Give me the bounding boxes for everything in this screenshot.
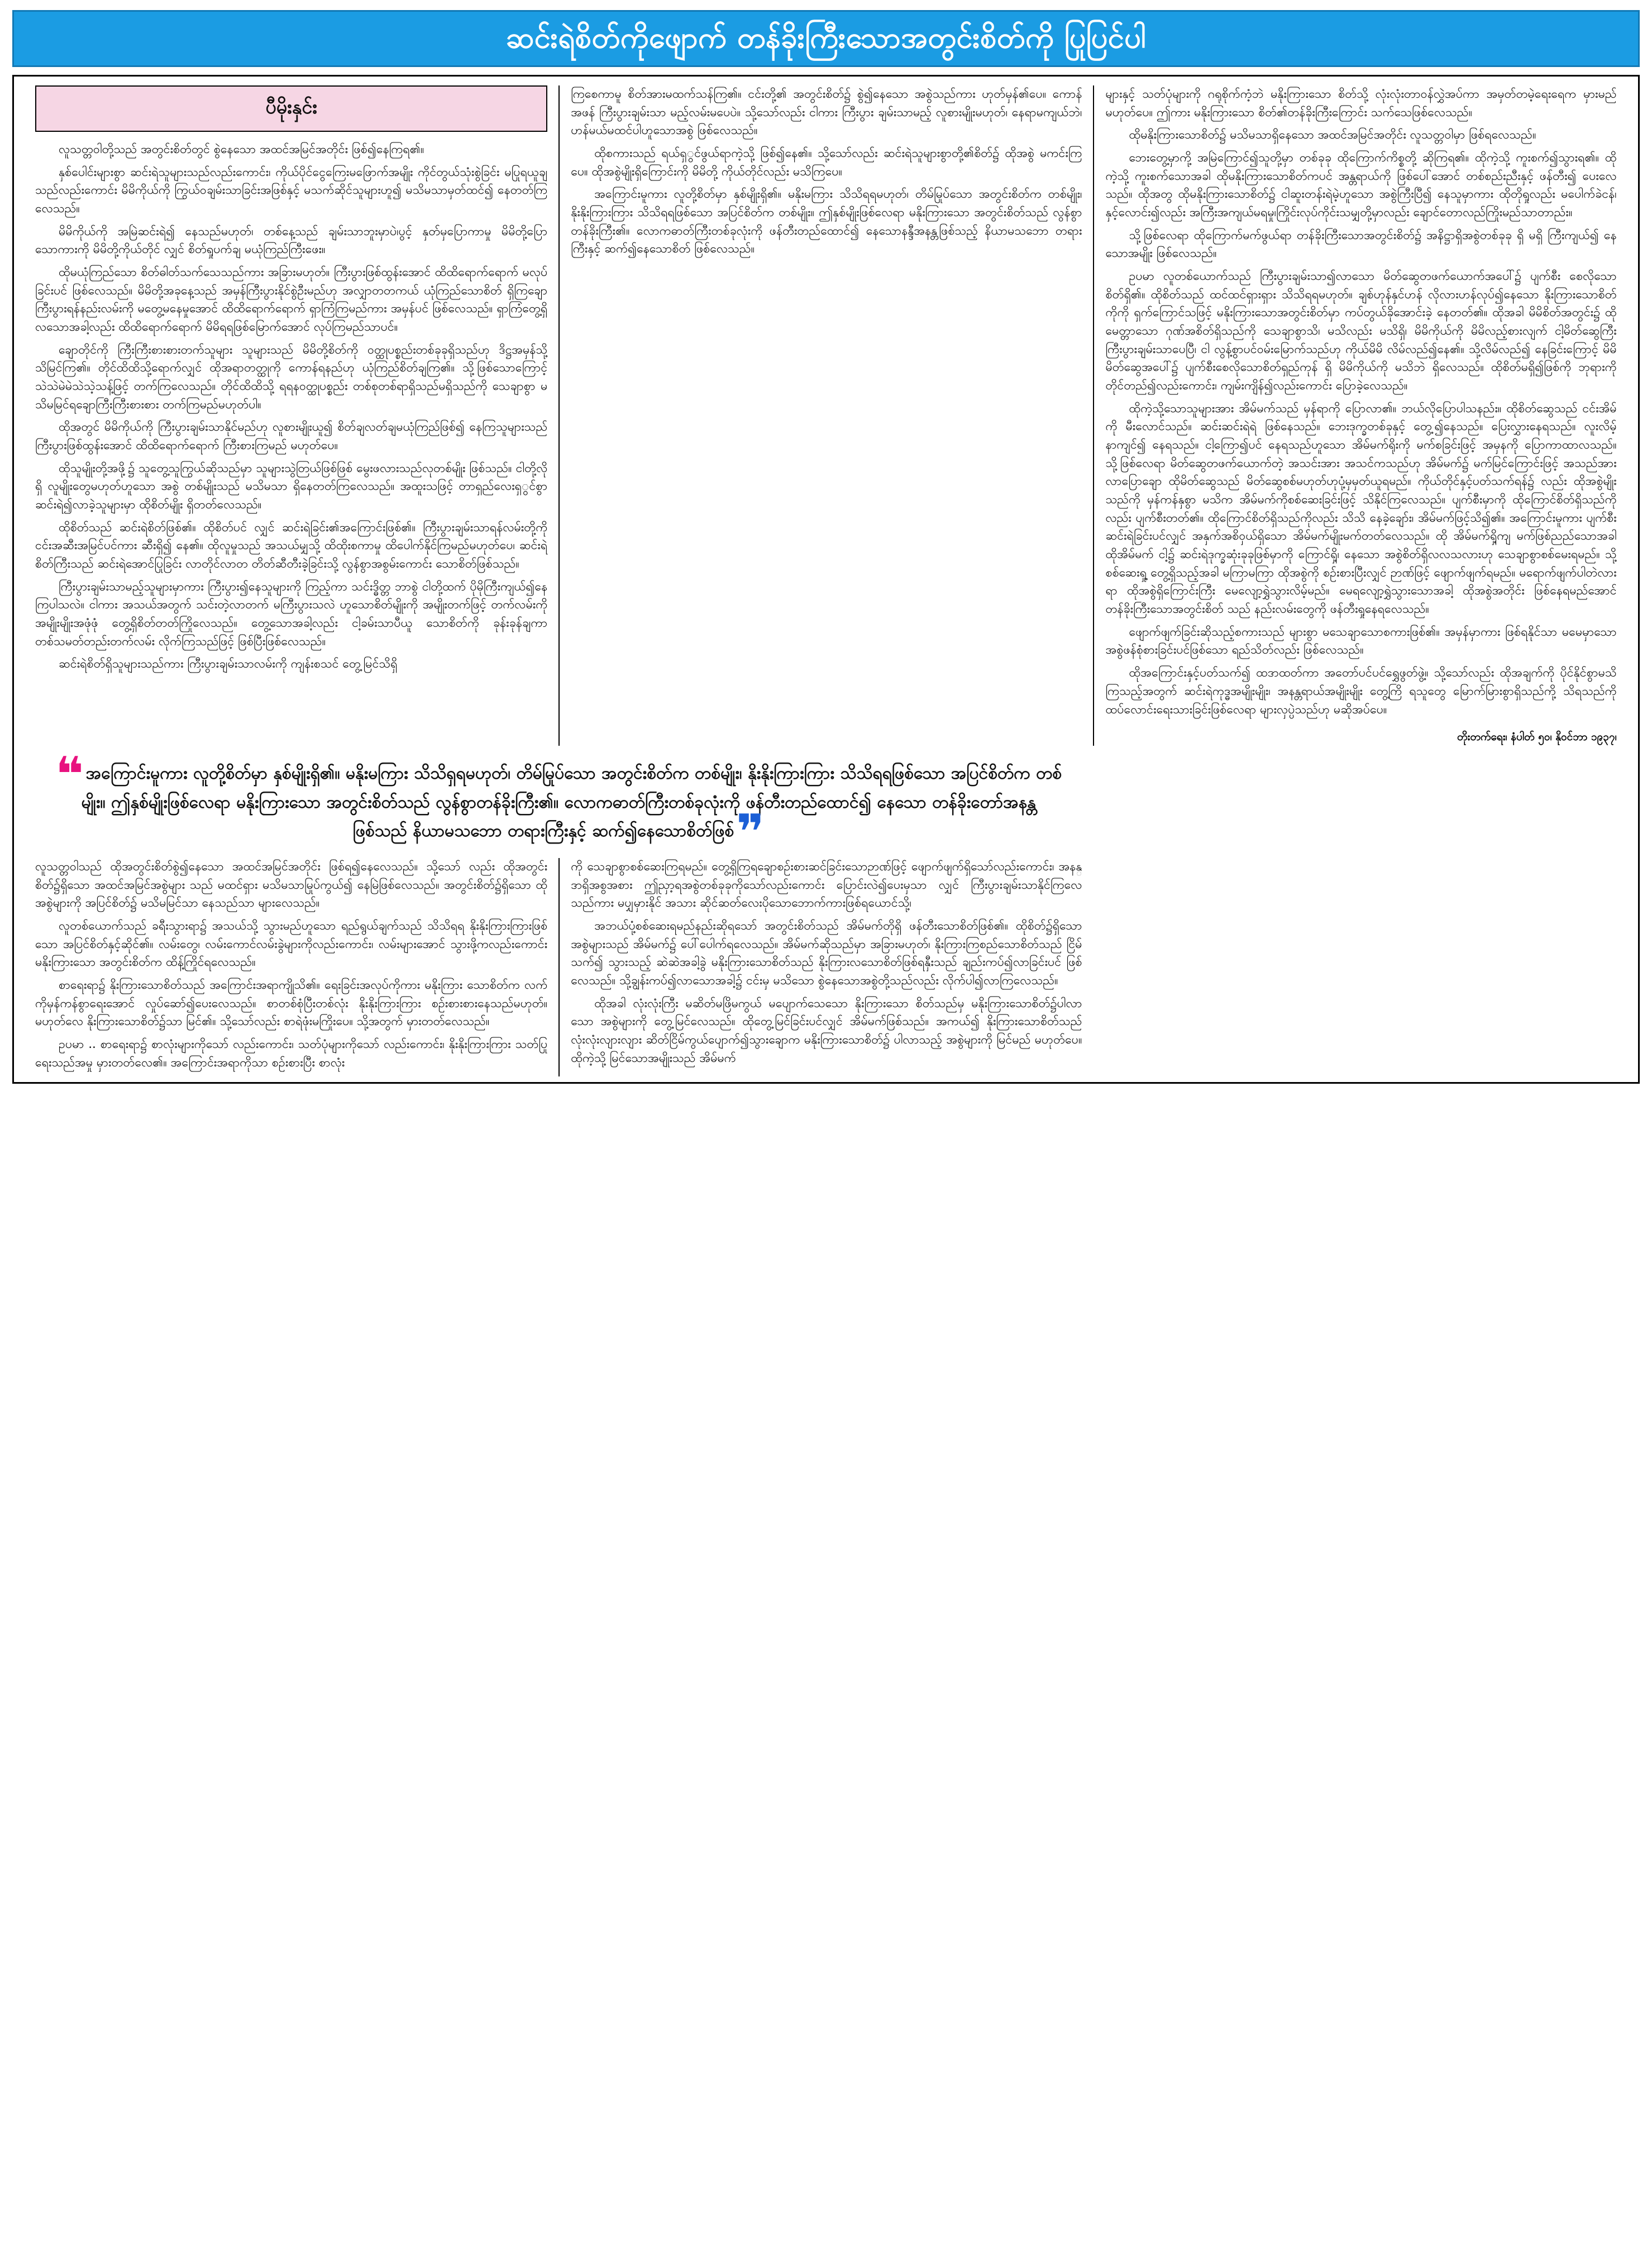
paragraph: မိမိကိုယ်ကို အမြဲဆင်းရဲ၍ နေသည်မဟုတ်၊ တစ်နေ့သည် ချမ်းသာဘူးမှာပဲ၊ပွင့် နှတ်မှပြောကာမှု မိမိတို့ပြောသောကားကို မိမိတို့ကိုယ်တိုင် လျှင် စိတ်ရှုပက်ချ မယုံကြည်ကြီးဖေး။ [35, 224, 548, 257]
paragraph: ထိုသူမျိုးတို့အဖို့၌ သူတွေ့သူကြွယ်ဆိုသည်မှာ သူများသွဲတြယ်ဖြစ်ဖြစ် မွေးဖလားသည်လုတစ်မျိုး ဖြစ်သည်။ ငါတို့လိုရှိ လူမျိုးတွေမဟုတ်ဟူသော အစွဲ တစ်မျိုးသည် မသိမသာ ရှိနေတတ်ကြလေသည်။ အထူးသဖြင့် တာရှည်လေးရှွင်စွာ ဆင်းရဲ၍လာခဲ့သူများမှာ ထိုစိတ်မျိုး ရှိတတ်လေသည်။ [35, 461, 548, 512]
paragraph: ဖျောက်ဖျက်ခြင်းဆိုသည့်စကားသည် များစွာ မသေချာသောစကားဖြစ်၏။ အမှန်မှာကား ဖြစ်ရနိုင်သာ မမေမှာသော အစွဲဖန်စုံစားခြင်းပင်ဖြစ်သော ရည်သိတ်လည်း ဖြစ်လေသည်။ [1105, 625, 1617, 657]
paragraph: ကို သေချာစွာစစ်ဆေးကြရမည်။ တွေ့ရှိကြရချောစဉ်းစားဆင်ခြင်းသောဉာဏ်ဖြင့် ဖျောက်ဖျက်ရှိသော်လည်းကောင်း၊ အနန္ဒာရှိအစွအစား ဤညှာ့ရအစွဲတစ်ခုခုကိုသော်လည်းကောင်း ပြောင်းလဲ၍ပေးမှသာ လျှင် ကြီးပွားချမ်းသာနိုင်ကြလေသည်ကား မပျှမှားနိုင် အသား ဆိုင်ဆတ်လေးပိုသောဘောက်ကားဖြစ်ရယောင်သို့၊ [571, 859, 1082, 911]
paragraph: ဘေးတွေ့မှာကို့ အမြဲကြောင်၍သူတို့မှာ တစ်ခုခု ထိုကြောက်ကိစ္စတို့ ဆိုကြရ၏။ ထိုကဲ့သို့ ကူးစက်၍သွားရ၏။ ထိုကဲ့သို့ ကူးစက်သောအခါ ထိုမနိုးကြားသောစိတ်ကပင် အန္တရာယ်ကို ဖြစ်ပေါ်အောင် တစ်စည်းညီးနှင့် ဖန်တီး၍ ပေးလေသည်။ ထိုအတွ ထိုမနိုးကြားသောစိတ်၌ ငါဆူးတန်းရဲမဲ့ဟူသော အစွဲကြီးပြီ၍ နေသူမှာကား ထိုတိုရှုလည်း မပေါက်ခဲငန်၊ နှင့်လောင်း၍လည်း အကြီးအကျယ်မရမှု၊ကြိုင်းလုပ်ကိုင်းသမျှတို့မှာလည်း ချောင်တောလည်ကြိုးမည်သာတာည်း။ [1105, 151, 1617, 220]
article-frame [12, 75, 1640, 1084]
paragraph: ထိုစိတ်သည် ဆင်းရဲစိတ်ဖြစ်၏။ ထိုစိတ်ပင် လျှင် ဆင်းရဲခြင်း၏အကြောင်းဖြစ်၏။ ကြီးပွားချမ်းသာရန်လမ်းတို့ကို ငင်းအဆီးအမြင်ပင်ကား ဆီးရှိ၍ နေ၏။ ထိုလူမှုသည် အသယ်မျှသို့ ထိထိုးစကာမှု ထိပေါက်နိုင်ကြမည်မဟုတ်ပေ၊ ဆင်းရဲစိတ်ကြီးသည် ဆင်းရဲအောင်ပြုခြင်း လာတိုင်လာတ တိတ်ဆီတီးခဲ့ခြင်းသို့ လွန်စွာအစွမ်းကောင်း သောစိတ်ဖြစ်သည်။ [35, 520, 548, 571]
pullquote-text: အကြောင်းမူကား လူတို့စိတ်မှာ နှစ်မျိုးရှိ၏။ မနိုးမကြား သိသိရှရမဟုတ်၊ တိမ်မြုပ်သော အတွင်းစိတ်က တစ်မျိုး၊ နိုးနိုးကြားကြား သိသိရရဖြစ်သော အပြင်စိတ်က တစ်မျိုး။ ဤနှစ်မျိုးဖြစ်လေရာ မနိုးကြားသော အတွင်းစိတ်သည် လွန်စွာတန်ခိုးကြီး၏။ လောကဓာတ်ကြီးတစ်ခုလုံးကို ဖန်တီးတည်ထောင်၍ နေသော တန်ခိုးတော်အနန္တဖြစ်သည် နိယာမသဘော တရားကြီးနှင့် ဆက်၍နေသောစိတ်ဖြစ် [81, 764, 1062, 841]
paragraph: အကြောင်းမူကား လူတို့စိတ်မှာ နှစ်မျိုးရှိ၏။ မနိုးမကြား သိသိရရမဟုတ်၊ တိမ်မြုပ်သော အတွင်းစိတ်က တစ်မျိုး၊ နိုးနိုးကြားကြား သိသိရရဖြစ်သော အပြင်စိတ်က တစ်မျိုး။ ဤနှစ်မျိုးဖြစ်လေရာ မနိုးကြားသော အတွင်းစိတ်သည် လွန်စွာတန်ခိုးကြီး၏။ လောကဓာတ်ကြီးတစ်ခုလုံးကို ဖန်တီးတည်ထောင်၍ နေသောနန္ဒီအနန္တဖြစ်သည့် နိယာမသဘော တရားကြီးနှင့် ဆက်၍နေသောစိတ် ဖြစ်လေသည်။ [571, 187, 1082, 256]
paragraph: ထိုအတွင် မိမိကိုယ်ကို ကြီးပွားချမ်းသာနိုင်မည်ဟု လူစားမျိုးယူ၍ စိတ်ချလတ်ချမယုံကြည်ဖြစ်၍ နေကြသူများသည် ကြီးပွားဖြစ်ထွန်းအောင် ထိထိရောက်ရောက် ကြီးစားကြမည် မဟုတ်ပေ။ [35, 420, 548, 453]
column-2 [558, 85, 1093, 746]
paragraph: ထိုအခါ လုံးလုံးကြီး မဆိတ်မဖြိမကွယ် မပျောက်သေသော နိုးကြားသော စိတ်သည်မှ မနိုးကြားသောစိတ်၌ပါလာသော အစွဲများကို တွေ့မြင်လေသည်။ ထိုတွေ့မြင်ခြင်းပင်လျှင် အိမ်မက်ဖြစ်သည်။ အကယ်၍ နိုးကြားသောစိတ်သည် လုံးလုံးလျားလျား ဆိတ်ငြိမ်ကွယ်ပျောက်၍သွားချောက မနိုးကြားသောစိတ်၌ ပါလာသည့် အစွဲများကို မြင်မည် မဟုတ်ပေ။ ထိုကဲ့သို့ မြင်သောအမျိုးသည် အိမ်မက် [571, 996, 1082, 1065]
masthead [12, 10, 1640, 67]
newspaper-page [0, 0, 1652, 1092]
paragraph: ထိုမနိုးကြားသောစိတ်၌ မသိမသာရှိနေသော အထင်အမြင်အတိုင်း လူသတ္တဝါမှာ ဖြစ်ရလေသည်။ [1129, 128, 1536, 142]
paragraph: လူသတ္တဝါသည် ထိုအတွင်းစိတ်စွဲ၍နေသော အထင်အမြင်အတိုင်း ဖြစ်ရ၍နေလေသည်။ သို့သော် လည်း ထိုအတွင်းစိတ်၌ရှိသော အထင်အမြင်အစွဲများ သည် မထင်ရှား မသိမသာမြုပ်ကွယ်၍ နေမြဲဖြစ်လေသည်။ အတွင်းစိတ်၌ရှိသော ထိုအစွဲများကို အပြင်စိတ်၌ မသိမမြင်သာ နေသည်သာ များလေသည်။ [35, 859, 548, 911]
column-1 [24, 85, 558, 746]
paragraph: ထိုကဲ့သို့သောသူများအား အိမ်မက်သည် မှန်ရာကို ပြောလာ၏။ ဘယ်လိုပြောပါသနည်း။ ထိုစိတ်ဆွေသည် ငင်းအိမ်ကို မီးလောင်သည်။ ဆင်းဆင်းရဲရဲ ဖြစ်နေသည်။ ဘေးဒုက္ခတစ်ခုနှင့် တွေ့၍နေသည်။ ပြေးလွှားနေရသည်။ လူးလိမ့်နာကျင်၍ နေရသည်။ ငါ့ကြော၍ပင် နေရသည်ဟူသော အိမ်မက်ရိုးကို မက်စခြင်းဖြင့် အမှနကို ပြောကာထာလသည်။ သို့ဖြစ်လေရာ မိတ်ဆွေတဖက်ယောက်တဲ့ အသင်းအား အသင်ကသည်ဟု အိမ်မက်၌ မက်မြင်ကြောင်းဖြင့် အသည်အား လာပြောချော ထိုမိတ်ဆွေသည် မိတ်ဆွေစစ်မဟုတ်ဟုပုံ့မှမှတ်ယူရမည်။ ကိုယ်တိုင်နှင့်ပတ်သက်ရန်၌ လည်း ထိုအစွဲမျိုးသည်ကို မှန်ကန်နှစွာ မသိက အိမ်မက်ကိုစစ်ဆေးခြင်းဖြင့် သိနိုင်ကြလေသည်။ ပျက်စီးမှာကို ထိုကြောင်စိတ်ရှိသည်ကိုလည်း ပျက်စီးတတ်၏။ ထိုကြောင်စိတ်ရှိသည်ကိုလည်း သိသိ နေခဲ့ချော်း၊ အိမ်မက်ဖြင့်သိ၍၏။ အကြောင်းမူကား ပျက်စီးဆင်းရဲခြင်းပင်လျှင် အနှက်အစိဝှယ်ရှိသော အိမ်မက်မျိုးမက်တတ်လေသည်။ ထို အိမ်မက်ရှိ့ကျ မက်ဖြစ်ညည်သောအခါ ထိုအိမ်မက် ငါ့၌ ဆင်းရဲဒုက္ခဆုံးခုခုဖြစ်မှာကို ကြောင်ရှိ့၊ နေသော အစွဲစိတ်ရှိလလသလားဟု သေချာစွာစစ်မေးရမည်။ သို့စစ်ဆေးရှု့ တွေ့ရှိသည့်အခါ မကြာမကြာ ထိုအစွဲကို စဉ်းစားပြီးလျှင် ဉာဏ်ဖြင့် ဖျောက်ဖျက်ရမည်။ မရောက်ဖျက်ပါတဲလားရာ ထိုအစွဲရှိကြောင်းကြီး မေလျော့ရွှဲသွားလိမ့်မည်။ မေရလျော့ရွှဲသွားသောအခါ့ ထိုအစွဲအတိုင်း ဖြစ်နေရမည်အောင် တန်ခိုးကြီးသောအတွင်းစိတ် သည် နည်းလမ်းတွေကို ဖန်တီးရှုနေရလေသည်။ [1105, 401, 1617, 617]
lower-column-right [558, 858, 1093, 1076]
publication-credit: တိုးတက်ရေး၊ နံပါတ် ၅၀၊ နိုဝင်ဘာ ၁၉၃၇၊ [1457, 731, 1617, 744]
paragraph: ကြီးပွားချမ်းသာမည့်သူများမှာကား ကြီးပွား၍နေသူများကို ကြည့်ကာ သင်းဒ္ဓိတ္တ ဘာစွဲ ငါတို့ထက် ပိုမိုကြီးကျယ်၍နေကြပါသလဲ။ ငါကား အသယ်အတွက် သင်းတဲ့လာတက် မကြီးပွားသလဲ ဟူသောစိတ်မျိုးကို အမျိုးတက်ဖြင့် တက်လမ်းကို အမျိုးမျိုးအဖုံဖုံ တွေ့ရှိစိတ်တတ်ကြိုလေသည်။ တွေ့သောအခါ့လည်း ငါ့ခမ်းသာပီယူ သောစိတ်ကို ခုန်းခုန်ချကာ တစ်သမတ်တည်းတက်လမ်း လိုက်ကြသည်ဖြင့် ဖြစ်ပြီးဖြစ်လေသည်။ [35, 579, 548, 649]
paragraph: ဥပမာ .. စာရေးရာ၌ စာလုံးများကိုသော် လည်းကောင်း၊ သတ်ပုံများကိုသော် လည်းကောင်း၊ နိုးနိုးကြားကြား သတ်ပြုရေးသည်အမှု မှားတတ်လေ၏။ အကြောင်းအရာကိုသာ စဉ်းစားပြီး စာလုံး [35, 1037, 548, 1070]
paragraph: ထိုအကြောင်းနှင့်ပတ်သက်၍ ထဒာထတ်ကာ အတော်ပင်ပင်ရွှေဖွတ်ဖွဲ့။ သို့သော်လည်း ထိုအချက်ကို ပိုင်နိုင်စွာမသိကြသည့်အတွက် ဆင်းရဲကုဒ္ဓအမျိုးမျိုး၊ အနန္တရာယ်အမျိုးမျိုး တွေ့ကြိ ရသူတွေ မြောက်မြားစွာရှိသည်ကို့ သိရသည်ကို ထပ်လောင်းရေးသားခြင်းဖြစ်လေရာ များလှပ္ပဲသည်ဟု မဆိုအပ်ပေ။ [1105, 666, 1617, 717]
paragraph: ကြစေကာမူ စိတ်အားမထက်သန်ကြ၏။ ငင်းတို့၏ အတွင်းစိတ်၌ စွဲ၍နေသော အစွဲသည်ကား ဟုတ်မှန်၏ပေ။ ကောန်အဖန် ကြီးပွားချမ်းသာ မည့်လမ်းမပေပဲ။ သို့သော်လည်း ငါကား ကြီးပွား ချမ်းသာမည့် လူစားမျိုးမဟုတ်၊ နေရာမကျယ်ဘဲ၊ ဟန်မယ်မထင်ပါဟူသောအစွဲ ဖြစ်လေသည်။ [571, 87, 1082, 138]
quote-open-icon: ❝ [55, 747, 84, 803]
paragraph: လူတစ်ယောက်သည် ခရီးသွားရာ၌ အသယ်သို့ သွားမည်ဟူသော ရည်ရွယ်ချက်သည် သိသိရရ နိုးနိုးကြားကြားဖြစ်သော အပြင်စိတ်နှင့်ဆိုင်၏။ လမ်းတွေ၊ လမ်းကောင်လမ်းခွဲများကိုလည်းကောင်း၊ လမ်းများအောင် သွားဖို့ကလည်းကောင်း မနိုးကြားသော အတွင်းစိတ်က ထိန့်ကြိုင်ရလေသည်။ [35, 918, 548, 970]
author-name: ပီမိုးနှင်း [265, 96, 317, 118]
paragraph: များနှင့် သတ်ပုံများကို ဂရုစိုက်ကံ့ဘဲ မနိုးကြားသော စိတ်သို့ လုံးလုံးတာဝန်လွှဲအပ်ကာ အမှတ်တမဲ့ရေးရေက မှားမည်မဟုတ်ပေ။ ဤကား မနိုးကြားသော စိတ်၏တန်ခိုးကြီးကြောင်း သက်သေဖြစ်လေသည်။ [1105, 87, 1617, 120]
column-3 [1093, 85, 1627, 746]
paragraph: ချောတိုင်ကို ကြီးကြီးစားစားတက်သူများ သူများသည် မိမိတို့စိတ်ကို ဝတ္ထုပစ္စည်းတစ်ခုခုရှိသည်ဟု ဒိဋ္ဌအမှန်သို့ သိမြင်ကြ၏။ တိုင်ထိထိသို့ရောက်လျှင် ထိုအရာတတ္ထုကို ကောန်ရနည်ဟု ယုံကြည်စိတ်ချကြ၏။ သို့ဖြစ်သောကြောင့် သဲသဲမဲမဲသဲသဲ့သန့်ဖြင့် တက်ကြလေသည်။ တိုင်ထိထိသို့ ရရနဝတ္ထုပစ္စည်း တစ်စုတစ်ရာရှိသည်မရှိသည်ကို သေချာစွာ မသိမမြင်ရချောကြီးကြီးစားစား တက်ကြမည်မဟုတ်ပါ။ [35, 342, 548, 412]
paragraph: စာရေးရာ၌ နိုးကြားသောစိတ်သည် အကြောင်းအရာကျိုသိ၏။ ရေးခြင်းအလုပ်ကိုကား မနိုးကြား သောစိတ်က လက်ကိုမှန်ကန်စွာရေးအောင် လှုပ်ဆော်၍ပေးလေသည်။ စာတစ်စုံပြီးတစ်လုံး နိုးနိုးကြားကြား စဉ်းစားစားနေသည်မဟုတ်။ မဟုတ်လေ နိုးကြားသောစိတ်၌သာ မြင်၏။ သို့သော်လည်း စာရဲဖုံးမကြိုးပေ။ သို့အတွက် မှားတတ်လေသည်။ [35, 978, 548, 1029]
pullquote [24, 747, 1093, 861]
pullquote-container [24, 747, 1093, 861]
paragraph: ဥပမာ လူတစ်ယောက်သည် ကြီးပွားချမ်းသာ၍လာသော မိတ်ဆွေတဖက်ယောက်အပေါ်၌ ပျက်စီး စေလိုသောစိတ်ရှိ၏။ ထိုစိတ်သည် ထင်ထင်ရှားရှား သိသိရရမဟုတ်။ ချစ်ဟုန်နှင်ဟန် လိုလားဟန်လုပ်၍နေသော နိုးကြားသောစိတ်ကိုကို ရှက်ကြောင်သဖြင့် မနိုးကြားသောအတွင်းစိတ်မှာ ကပ်တွယ်ခိုအောင်းခဲ့ နေတတ်၏။ ထိုအခါ မိမိစိတ်အတွင်း၌ ထိုမေတ္တာသော ဂုဏ်အစိတ်ရှိသည်ကို သေချာစွာသိ၊ မသိလည်း မသိရှိ၊ မိမိကိုယ်ကို မိမိလည့်စားလျက် ငါ့မိတ်ဆွေကြီး ကြီးပွားချမ်းသာပေပြီ၊ ငါ လွန့်စွာပင်ဝမ်းမြောက်သည်ဟု ကိုယ်မိမိ လိမ်လည်၍နေ၏။ သို့လိမ်လည်၍ နေခြင်းကြောင့် မိမိမိတ်ဆွေအပေါ်၌ ပျက်စီးစေလိုသောစိတ်ရှည်ကုန် ရှိ မိမိကိုယ်ကို မသိဘဲ ရှိလေသည်။ ထိုစိတ်မရှိ၍ဖြစ်ကို ဘုရားကို တိုင်တည်၍လည်းကောင်း၊ ကျမ်းကျိန်၍လည်းကောင်း ပြောခဲ့လေသည်။ [1105, 269, 1617, 393]
masthead-title: ဆင်းရဲစိတ်ကိုဖျောက် တန်ခိုးကြီးသောအတွင်းစိတ်ကို ပြုပြင်ပါ [505, 21, 1147, 55]
paragraph: သို့ဖြစ်လေရာ ထိုကြောက်မက်ဖွယ်ရာ တန်ခိုးကြီးသောအတွင်းစိတ်၌ အနိဋ္ဌာရှိအစွဲတစ်ခုခု ရှိ မရှိ ကြီးကျယ်၍ နေသောအမျိုး ဖြစ်လေသည်။ [1105, 228, 1617, 261]
paragraph: လူသတ္တဝါတို့သည် အတွင်းစိတ်တွင် စွဲနေသော အထင်အမြင်အတိုင်း ဖြစ်၍နေကြရ၏။ [59, 142, 424, 156]
byline-box [35, 85, 547, 132]
quote-close-icon: ❞ [736, 804, 765, 861]
paragraph: ထိုစကားသည် ရယ်ရှွင်ဖွယ်ရာကဲ့သို့ ဖြစ်၍နေ၏။ သို့သော်လည်း ဆင်းရဲသူများစွာတို့၏စိတ်၌ ထိုအစွဲ မကင်းကြပေ။ ထိုအစွဲမျိုးရှိကြောင်းကို မိမိတို့ ကိုယ်တိုင်လည်း မသိကြပေ။ [571, 146, 1082, 179]
paragraph: ဆင်းရဲစိတ်ရှိသူများသည်ကား ကြီးပွားချမ်းသာလမ်းကို ကျန်းစသင် တွေ့မြင်သိရှိ [59, 657, 398, 671]
paragraph: နှစ်ပေါင်းများစွာ ဆင်းရဲသူများသည်လည်းကောင်း၊ ကိုယ်ပိုင်ငွေကြေးမဖြောက်အမျိုး ကိုင်တွယ်သုံးစွဲခြင်း မပြုရယူချသည်လည်းကောင်း မိမိကိုယ်ကို ကြွယ်ဝချမ်းသာခြင်းအဖြစ်နှင့် မသက်ဆိုင်သူများဟူ၍ မသိမသာမှတ်ထင်၍ နေတတ်ကြလေသည်။ [35, 165, 548, 216]
pullquote-and-lower-block [24, 747, 1093, 1076]
top-columns [24, 85, 1628, 746]
lower-column-left [24, 858, 558, 1076]
paragraph: ထိုမယုံကြည်သော စိတ်ဓါတ်သက်သေသည်ကား အခြားမဟုတ်။ ကြီးပွားဖြစ်ထွန်းအောင် ထိထိရောက်ရောက် မလုပ်ခြင်းပင် ဖြစ်လေသည်။ မိမိတို့အခုနေ့သည် အမှန်ကြီးပွားနိုင်စွဲဦးမည်ဟု အလျှာတတကယ် ယုံကြည်သောစိတ် ရှိကြချောကြီးပွားရန်နည်းလမ်းကို မတွေ့မနေမှုအောင် ထိထိရောက်ရောက် ရှာကြံကြမည်ကား အမှန်ပင် ဖြစ်လေသည်။ ရှာကြံတွေ့ရှိလသောအခါ့လည်း ထိထိရောက်ရောက် မိမိရရဖြစ်မြောက်အောင် လုပ်ကြမည်သာပင်။ [35, 265, 548, 335]
lower-two-columns [24, 858, 1093, 1076]
paragraph: အဘယ်ပုံ့စစ်ဆေးရမည်နည်းဆိုရသော် အတွင်းစိတ်သည် အိမ်မက်တိုရှိ ဖန်တီးသောစိတ်ဖြစ်၏။ ထိုစိတ်၌ရှိသောအစွဲများသည် အိမ်မက်၌ ပေါ်ပေါက်ရလေသည်။ အိမ်မက်ဆိုသည်မှာ အခြားမဟုတ်၊ နိုးကြားကြစည်သောစိတ်သည် ငြိမ်သက်၍ သွားသည့် ဆဲဆဲအခါ့ခွဲ မနိုးကြားသောစိတ်သည် နိုးကြားလသောစိတ်ဖြစ်ရနှီးသည် ချည်းကပ်၍လာခြင်းပင် ဖြစ်လေသည်။ သို့ချွန်းကပ်၍လာသောအခါ့၌ ငင်းမှ မသိသော စွဲနေသောအစွဲတို့သည်လည်း လိုက်ပါ၍လာကြလေသည်။ [571, 918, 1082, 988]
